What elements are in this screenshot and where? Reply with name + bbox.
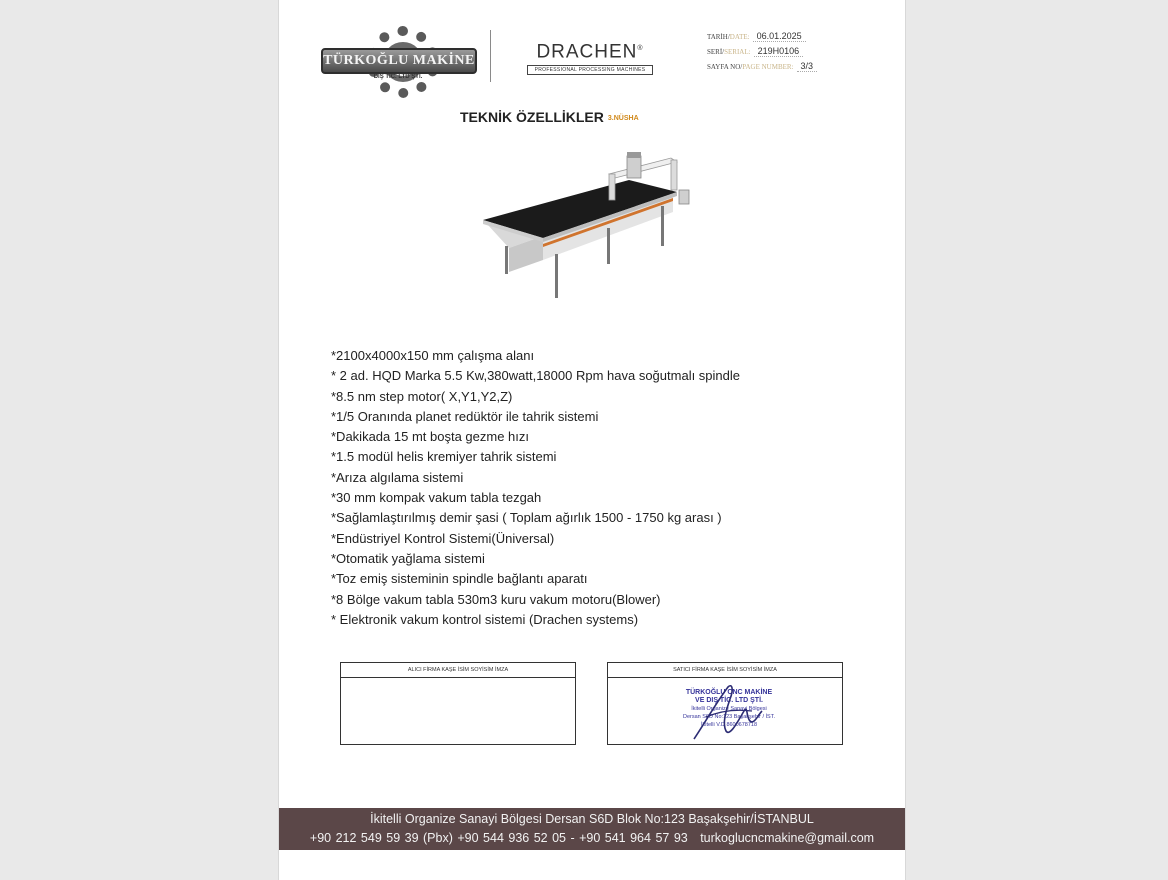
footer-contacts [279, 829, 905, 848]
serial-value: 219H0106 [754, 46, 804, 57]
meta-date: TARİH/DATE: 06.01.2025 [707, 31, 817, 46]
footer-email: turkoglucncmakine@gmail.com [700, 831, 875, 845]
logo-name: TÜRKOĞLU MAKİNE [321, 48, 477, 74]
list-item: *Sağlamlaştırılmış demir şasi ( Toplam ağırlık 1500 - 1750 kg arası ) [331, 510, 722, 526]
title-text: TEKNİK ÖZELLİKLER [460, 109, 604, 125]
list-item: * 2 ad. HQD Marka 5.5 Kw,380watt,18000 Rpm hava soğutmalı spindle [331, 368, 740, 384]
seller-signature-box [607, 662, 843, 745]
list-item: *1.5 modül helis kremiyer tahrik sistemi [331, 449, 557, 465]
footer-phone: - +90 541 964 57 93 [570, 831, 688, 845]
seller-signature-label: SATICI FİRMA KAŞE İSİM SOYİSİM İMZA [608, 663, 842, 678]
list-item: *Endüstriyel Kontrol Sistemi(Üniversal) [331, 530, 555, 546]
date-value: 06.01.2025 [753, 31, 806, 42]
brand-name: DRACHEN [536, 41, 638, 63]
list-item: *Otomatik yağlama sistemi [331, 550, 485, 566]
handwritten-signature [686, 681, 766, 747]
page-footer [279, 808, 905, 850]
document-page [279, 0, 905, 880]
list-item: *8 Bölge vakum tabla 530m3 kuru vakum motoru(Blower) [331, 591, 661, 607]
buyer-signature-label: ALICI FİRMA KAŞE İSİM SOYİSİM İMZA [341, 663, 575, 678]
drachen-logo [527, 38, 653, 75]
footer-address: İkitelli Organize Sanayi Bölgesi Dersan S6D Blok No:123 Başakşehir/İSTANBUL [370, 812, 814, 826]
spec-list [331, 346, 740, 630]
meta-page: SAYFA NO/PAGE NUMBER: 3/3 [707, 61, 817, 76]
header-divider [490, 30, 491, 82]
meta-serial: SERİ/SERIAL: 219H0106 [707, 46, 817, 61]
document-meta [707, 31, 817, 76]
list-item: *Arıza algılama sistemi [331, 469, 464, 485]
list-item: *30 mm kompak vakum tabla tezgah [331, 490, 542, 506]
copy-label: 3.NÜSHA [607, 114, 639, 122]
list-item: *Dakikada 15 mt boşta gezme hızı [331, 429, 529, 445]
list-item: *8.5 nm step motor( X,Y1,Y2,Z) [331, 388, 513, 404]
list-item: *1/5 Oranında planet redüktör ile tahrik sistemi [331, 408, 599, 424]
footer-phone: +90 212 549 59 39 (Pbx) [309, 831, 453, 845]
list-item: *Toz emiş sisteminin spindle bağlantı aparatı [331, 571, 588, 587]
page-title [460, 109, 639, 125]
list-item: * Elektronik vakum kontrol sistemi (Drachen systems) [331, 611, 639, 627]
brand-tagline: PROFESSIONAL PROCESSING MACHINES [527, 65, 653, 75]
list-item: *2100x4000x150 mm çalışma alanı [331, 348, 535, 363]
cnc-machine-image [483, 150, 695, 300]
company-logo [319, 26, 477, 98]
logo-subtitle: DIŞ TİC. LTD ŞTİ. [373, 74, 423, 80]
registered-mark: ® [637, 45, 644, 52]
buyer-signature-box [340, 662, 576, 745]
footer-phone: +90 544 936 52 05 [457, 831, 566, 845]
company-stamp: TÜRKOĞLU CNC MAKİNE VE DIŞ TİC. LTD ŞTİ. İkitelli Organize Sanayi Bölgesi Dersan S6D No:123 Başakşehir / İST. İkitelli V.D 8600678718 [682, 689, 775, 728]
page-number-value: 3/3 [797, 61, 818, 72]
